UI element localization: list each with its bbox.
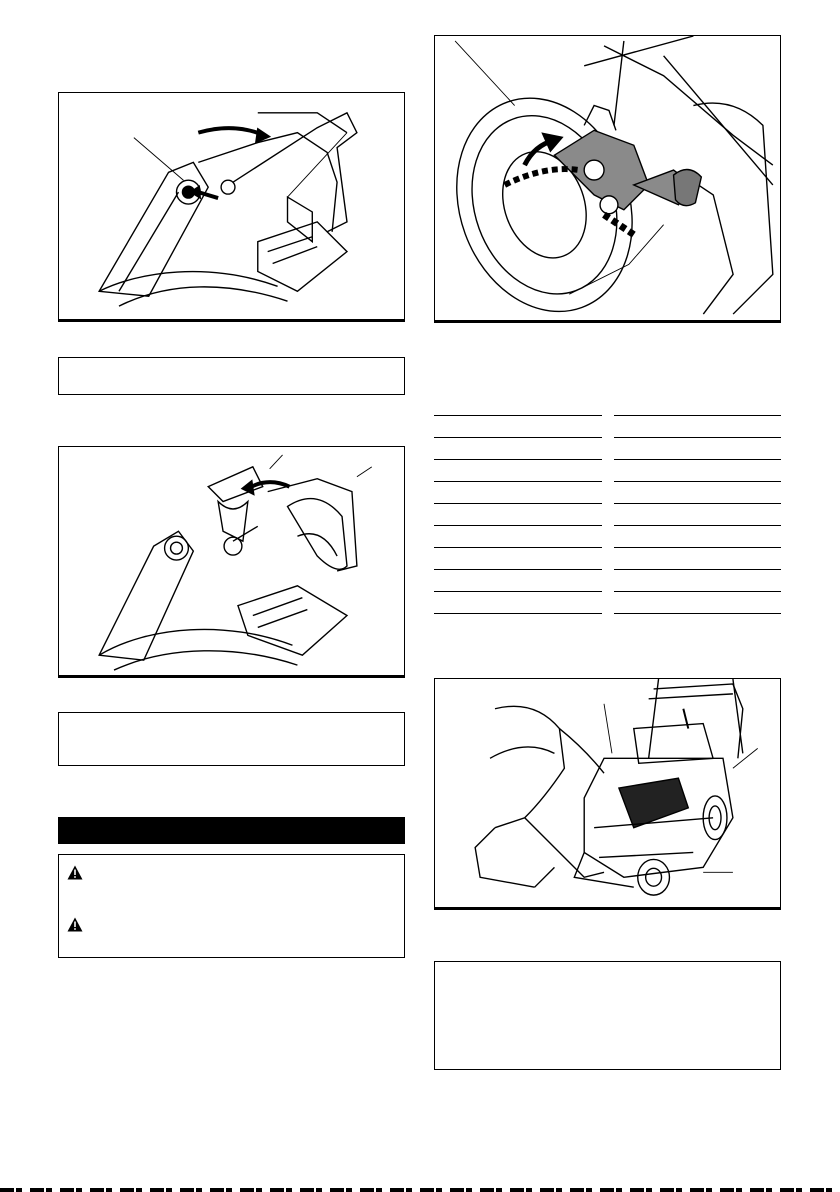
figure-handle-lock [58,92,405,322]
table-row [434,504,781,526]
table-cell [434,482,608,504]
warning-box [58,854,405,958]
table-cell [434,416,608,438]
table-row [434,460,781,482]
table-cell [608,460,782,482]
table-row [434,592,781,614]
table-cell [434,570,608,592]
table-cell [608,570,782,592]
table-cell [434,548,608,570]
table-row [434,548,781,570]
table-cell [608,548,782,570]
table-row [434,570,781,592]
warning-triangle-icon [67,865,83,880]
table-cell [434,460,608,482]
spec-table [434,415,781,614]
figure-lifting-mower [434,678,781,910]
table-cell [608,526,782,548]
table-row [434,482,781,504]
note-box-2 [58,712,405,766]
table-cell [608,416,782,438]
table-row [434,438,781,460]
table-cell [434,438,608,460]
table-cell [434,526,608,548]
section-header-bar [58,817,405,844]
figure-handle-fold [58,446,405,678]
table-row [434,416,781,438]
handle-fold-illustration [59,447,404,677]
table-cell [434,592,608,614]
handle-lock-illustration [59,93,404,321]
table-cell [608,482,782,504]
table-cell [434,504,608,526]
height-adjust-illustration [435,36,780,322]
lifting-mower-illustration [435,679,780,909]
figure-height-adjust [434,35,781,323]
table-cell [608,592,782,614]
note-box-3 [434,961,781,1070]
table-row [434,526,781,548]
table-cell [608,438,782,460]
table-cell [608,504,782,526]
footer-bar [0,1188,840,1192]
warning-triangle-icon [67,917,83,932]
note-box-1 [58,357,405,395]
